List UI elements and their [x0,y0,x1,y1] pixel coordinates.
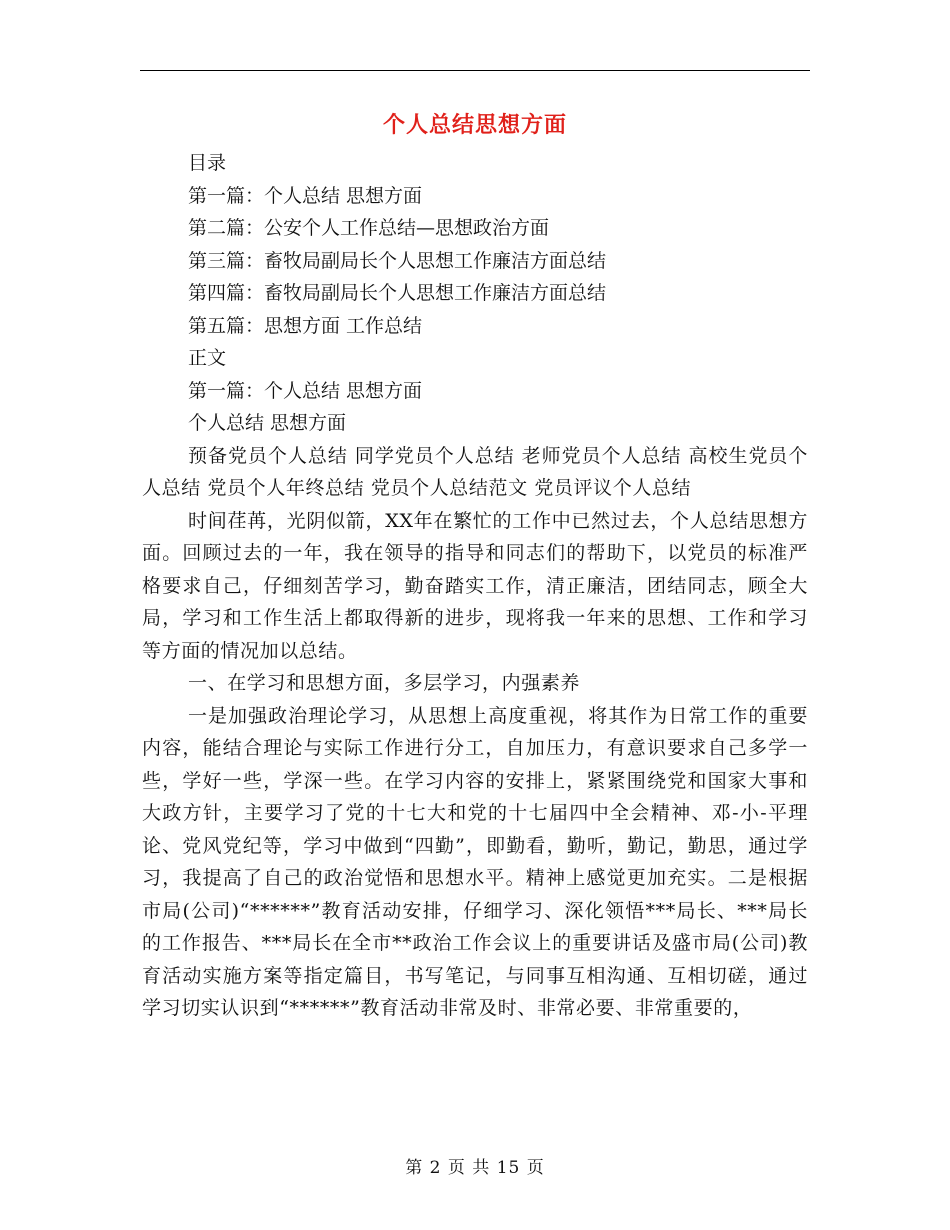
toc-item: 第二篇：公安个人工作总结—思想政治方面 [188,217,550,239]
paragraph: 预备党员个人总结 同学党员个人总结 老师党员个人总结 高校生党员个人总结 党员个人年终总结 党员个人总结范文 党员评议个人总结 [142,444,808,499]
chapter-heading: 第一篇：个人总结 思想方面 [188,379,423,402]
toc-item: 第三篇：畜牧局副局长个人思想工作廉洁方面总结 [188,249,607,272]
paragraph: 时间荏苒，光阴似箭，XX年在繁忙的工作中已然过去，个人总结思想方面。回顾过去的一年，我在领导的指导和同志们的帮助下，以党员的标准严格要求自己，仔细刻苦学习，勤奋踏实工作，清正廉洁，团结同志，顾全大局，学习和工作生活上都取得新的进步，现将我一年来的思想、工作和学习等方面的情况加以总结。 [142,509,808,662]
body-heading: 正文 [188,347,227,369]
toc-item: 第五篇：思想方面 工作总结 [188,314,423,337]
toc-heading: 目录 [188,152,227,174]
article-title: 个人总结 思想方面 [188,412,347,434]
page-footer: 第 2 页 共 15 页 [405,1158,545,1178]
toc-item: 第一篇：个人总结 思想方面 [188,184,423,207]
header-rule [140,70,810,71]
paragraph: 一是加强政治理论学习，从思想上高度重视，将其作为日常工作的重要内容，能结合理论与实际工作进行分工，自加压力，有意识要求自己多学一些，学好一些，学深一些。在学习内容的安排上，紧紧围绕党和国家大事和大政方针，主要学习了党的十七大和党的十七届四中全会精神、邓-小-平理论、党风党纪等，学习中做到“四勤”，即勤看，勤听，勤记，勤思，通过学习，我提高了自己的政治觉悟和思想水平。精神上感觉更加充实。二是根据市局(公司)“******”教育活动安排，仔细学习、深化领悟***局长、***局长的工作报告、***局长在全市**政治工作会议上的重要讲话及盛市局(公司)教育活动实施方案等指定篇目，书写笔记，与同事互相沟通、互相切磋，通过学习切实认识到“******”教育活动非常及时、非常必要、非常重要的， [142,704,808,1019]
section-heading: 一、在学习和思想方面，多层学习，内强素养 [188,672,581,694]
document-title: 个人总结思想方面 [382,112,567,138]
toc-item: 第四篇：畜牧局副局长个人思想工作廉洁方面总结 [188,282,607,304]
document-body [142,147,808,1025]
